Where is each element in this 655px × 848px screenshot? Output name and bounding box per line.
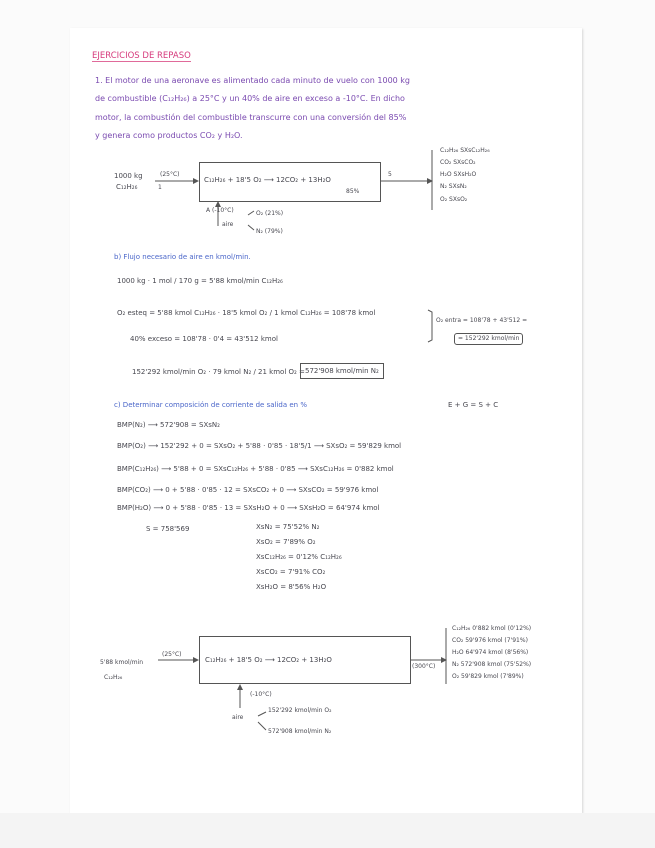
stream-5-label: 5 — [388, 171, 392, 178]
output-2-co2: CO₂ 59'976 kmol (7'91%) — [452, 637, 528, 644]
output-1-o2: O₂ SXsO₂ — [440, 196, 468, 203]
air-label-1: aire — [222, 221, 234, 228]
bmp-co2: BMP(CO₂) ⟶ 0 + 5'88 · 0'85 · 12 = SXsCO₂ + 0 ⟶ SXsCO₂ = 59'976 kmol — [117, 486, 379, 494]
bmp-o2: BMP(O₂) ⟶ 152'292 + 0 = SXsO₂ + 5'88 · 0'85 · 18'5/1 ⟶ SXsO₂ = 59'829 kmol — [117, 442, 402, 450]
part-b-calc-4: 152'292 kmol/min O₂ · 79 kmol N₂ / 21 kmol O₂ = — [132, 368, 305, 376]
o2-entering-result: = 152'292 kmol/min — [454, 333, 523, 345]
n2-flow-result: 572'908 kmol/min N₂ — [300, 363, 384, 379]
output-1-c12h26: C₁₂H₂₆ SXsC₁₂H₂₆ — [440, 147, 490, 154]
output-1-n2: N₂ SXsN₂ — [440, 183, 467, 190]
problem-line-1: 1. El motor de una aeronave es alimentado cada minuto de vuelo con 1000 kg — [95, 76, 411, 85]
page-title: EJERCICIOS DE REPASO — [92, 51, 191, 61]
output-2-c12h26: C₁₂H₂₆ 0'882 kmol (0'12%) — [452, 625, 532, 632]
feed-temperature: (25°C) — [160, 171, 180, 178]
air-o2-1: O₂ (21%) — [256, 210, 284, 217]
air-temperature-2: (-10°C) — [250, 691, 272, 698]
output-2-o2: O₂ 59'829 kmol (7'89%) — [452, 673, 524, 680]
conversion-label: 85% — [346, 188, 360, 195]
feed-species-2: C₁₂H₂₆ — [104, 674, 123, 681]
fraction-h2o: XsH₂O = 8'56% H₂O — [256, 583, 327, 591]
o2-entering-sum: O₂ entra = 108'78 + 43'512 = — [436, 317, 528, 324]
feed-flow-2: 5'88 kmol/min — [100, 659, 144, 666]
bmp-n2: BMP(N₂) ⟶ 572'908 = SXsN₂ — [117, 421, 220, 429]
output-2-h2o: H₂O 64'974 kmol (8'56%) — [452, 649, 529, 656]
air-label-2: aire — [232, 714, 244, 721]
output-2-n2: N₂ 572'908 kmol (75'52%) — [452, 661, 532, 668]
part-b-calc-1: 1000 kg · 1 mol / 170 g = 5'88 kmol/min C₁₂H₂₆ — [117, 277, 283, 285]
total-output: S = 758'569 — [146, 525, 190, 533]
fraction-o2: XsO₂ = 7'89% O₂ — [256, 538, 316, 546]
output-1-co2: CO₂ SXsCO₂ — [440, 159, 476, 166]
problem-line-2: de combustible (C₁₂H₂₆) a 25°C y un 40% de aire en exceso a -10°C. En dicho — [95, 94, 405, 103]
balance-rule: E + G = S + C — [448, 401, 499, 409]
air-temperature-1: A (-10°C) — [206, 207, 234, 214]
air-n2-flow: 572'908 kmol/min N₂ — [268, 728, 332, 735]
output-1-h2o: H₂O SXsH₂O — [440, 171, 477, 178]
reaction-equation-1: C₁₂H₂₆ + 18'5 O₂ ⟶ 12CO₂ + 13H₂O — [204, 176, 331, 184]
fraction-c12h26: XsC₁₂H₂₆ = 0'12% C₁₂H₂₆ — [256, 553, 342, 561]
fraction-n2: XsN₂ = 75'52% N₂ — [256, 523, 320, 531]
feed-species: C₁₂H₂₆ — [116, 183, 138, 191]
fraction-co2: XsCO₂ = 7'91% CO₂ — [256, 568, 326, 576]
reaction-equation-2: C₁₂H₂₆ + 18'5 O₂ ⟶ 12CO₂ + 13H₂O — [205, 656, 332, 664]
stream-1-label: 1 — [158, 184, 162, 191]
feed-temperature-2: (25°C) — [162, 651, 182, 658]
problem-line-3: motor, la combustión del combustible transcurre con una conversión del 85% — [95, 113, 407, 122]
part-c-heading: c) Determinar composición de corriente de salida en % — [114, 401, 307, 409]
part-b-heading: b) Flujo necesario de aire en kmol/min. — [114, 253, 251, 261]
part-b-calc-2: O₂ esteq = 5'88 kmol C₁₂H₂₆ · 18'5 kmol O₂ / 1 kmol C₁₂H₂₆ = 108'78 kmol — [117, 309, 376, 317]
bmp-h2o: BMP(H₂O) ⟶ 0 + 5'88 · 0'85 · 13 = SXsH₂O + 0 ⟶ SXsH₂O = 64'974 kmol — [117, 504, 380, 512]
bmp-c12h26: BMP(C₁₂H₂₆) ⟶ 5'88 + 0 = SXsC₁₂H₂₆ + 5'88 · 0'85 ⟶ SXsC₁₂H₂₆ = 0'882 kmol — [117, 465, 394, 473]
air-o2-flow: 152'292 kmol/min O₂ — [268, 707, 332, 714]
outlet-temperature: (300°C) — [412, 663, 436, 670]
feed-mass: 1000 kg — [114, 172, 143, 180]
air-n2-1: N₂ (79%) — [256, 228, 283, 235]
problem-line-4: y genera como productos CO₂ y H₂O. — [95, 131, 243, 140]
part-b-calc-3: 40% exceso = 108'78 · 0'4 = 43'512 kmol — [130, 335, 278, 343]
